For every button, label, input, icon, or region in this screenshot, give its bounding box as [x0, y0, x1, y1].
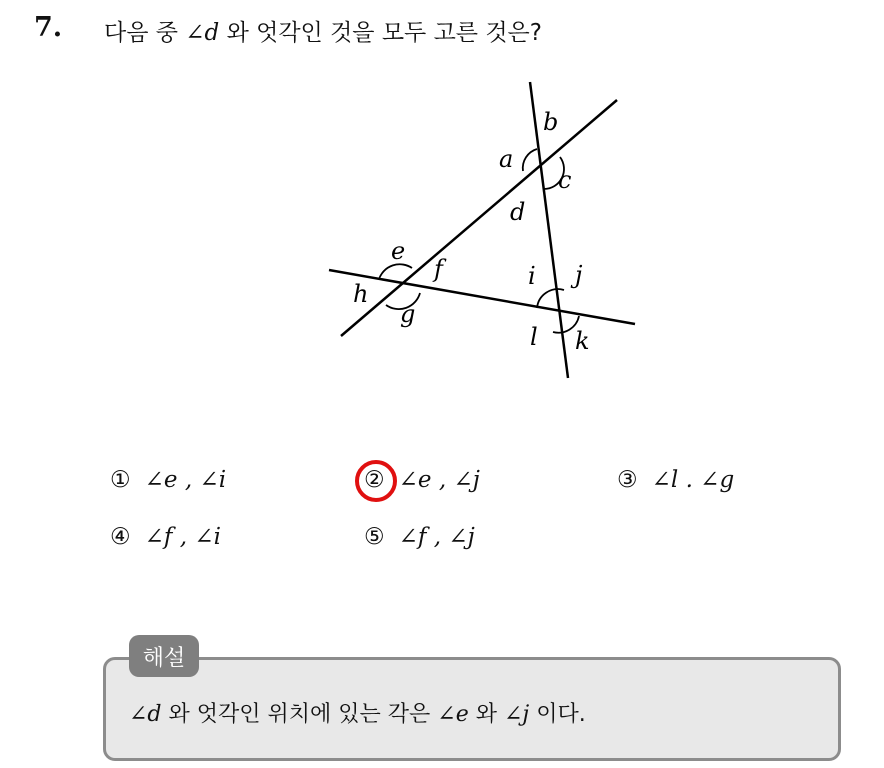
option-5[interactable] — [364, 524, 475, 550]
option-3-answer: ∠l . ∠g — [651, 467, 735, 493]
transversal-line-3 — [329, 270, 635, 324]
transversal-line-1 — [341, 100, 617, 336]
angle-arc-e — [379, 264, 412, 279]
angle-arc-i — [537, 289, 564, 308]
option-1[interactable] — [110, 467, 226, 493]
explanation-angle-j: ∠j — [503, 702, 530, 727]
option-2-answer: ∠e , ∠j — [398, 467, 480, 493]
explanation-tag: 해설 — [129, 635, 199, 677]
option-1-mark: ① — [110, 467, 131, 493]
option-4-mark: ④ — [110, 524, 131, 550]
explanation-text-2: 와 — [468, 702, 504, 727]
explanation-text-3: 이다. — [529, 702, 586, 727]
option-1-answer: ∠e , ∠i — [144, 467, 227, 493]
question-angle: ∠d — [185, 20, 220, 46]
label-g: g — [400, 300, 416, 328]
option-2[interactable] — [364, 467, 480, 493]
explanation-angle-d: ∠d — [129, 702, 162, 727]
option-3-mark: ③ — [617, 467, 638, 493]
option-4-answer: ∠f , ∠i — [144, 524, 221, 550]
option-2-mark: ② — [364, 467, 385, 493]
explanation-angle-e: ∠e — [437, 702, 469, 727]
label-j: j — [575, 261, 583, 289]
option-3[interactable] — [617, 467, 734, 493]
label-c: c — [558, 166, 572, 194]
question-text-post: 와 엇각인 것을 모두 고른 것은? — [219, 20, 542, 46]
question-text-pre: 다음 중 — [104, 20, 186, 46]
label-e: e — [391, 237, 406, 265]
explanation-text-1: 와 엇각인 위치에 있는 각은 — [161, 702, 438, 727]
label-k: k — [575, 327, 590, 355]
option-5-mark: ⑤ — [364, 524, 385, 550]
option-4[interactable] — [110, 524, 221, 550]
label-i: i — [528, 262, 536, 290]
label-a: a — [499, 145, 514, 173]
label-l: l — [530, 323, 538, 351]
explanation-text — [129, 697, 586, 728]
label-h: h — [353, 280, 369, 308]
label-f: f — [434, 255, 443, 283]
question-number: 7. — [34, 12, 63, 43]
angle-arc-a — [523, 149, 537, 171]
option-5-answer: ∠f , ∠j — [398, 524, 475, 550]
label-b: b — [543, 108, 559, 136]
label-d: d — [510, 198, 526, 226]
